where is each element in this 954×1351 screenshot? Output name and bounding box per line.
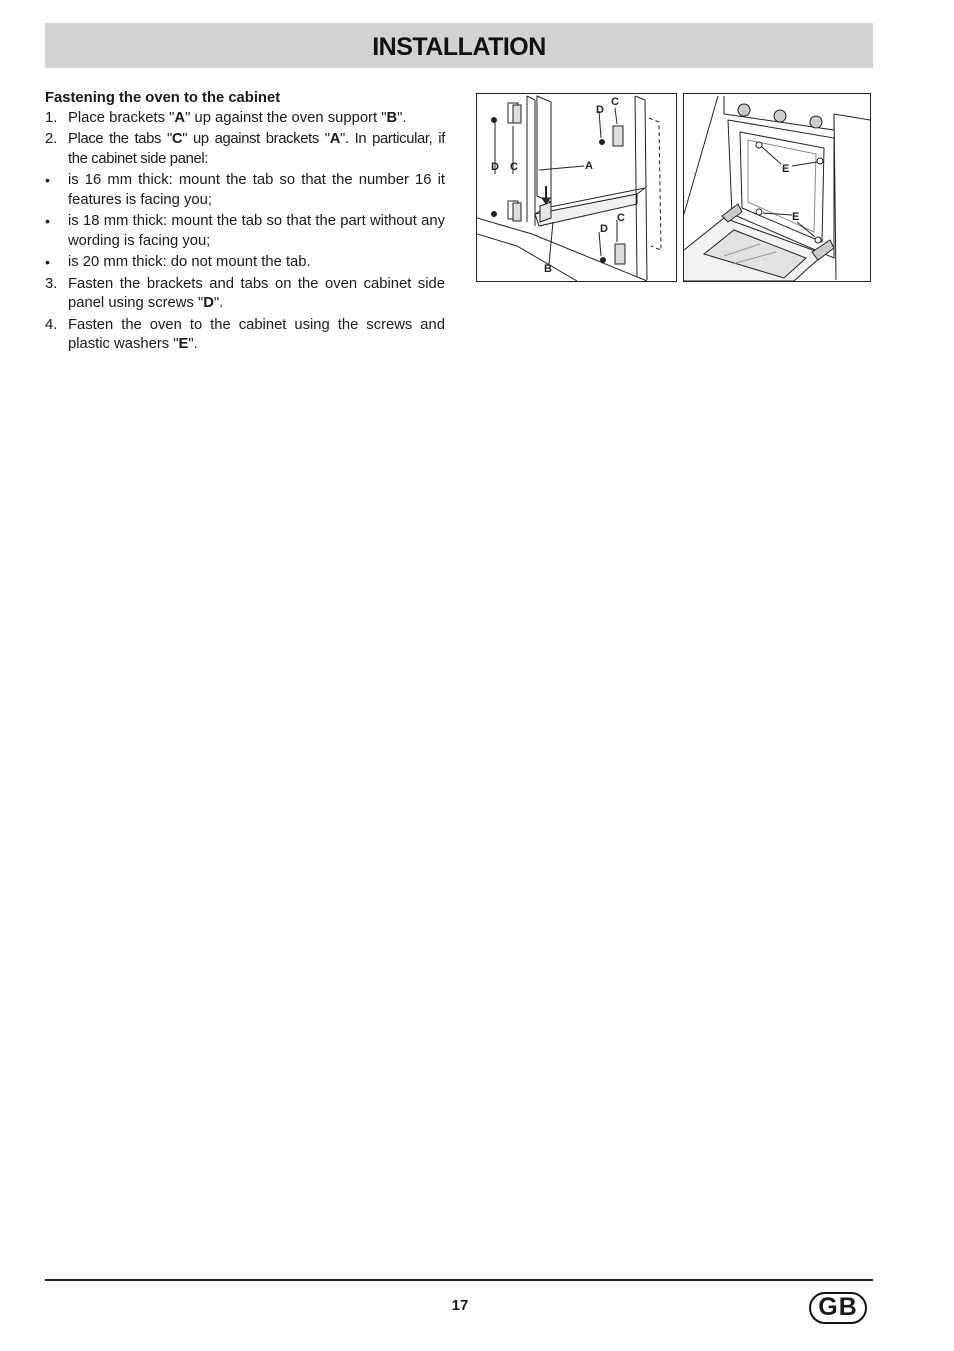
oven-fastening-diagram bbox=[683, 93, 871, 282]
step-4 bbox=[45, 316, 445, 355]
bracket-diagram-drawing bbox=[477, 94, 676, 281]
step-marker: 1. bbox=[45, 109, 58, 126]
page-number: 17 bbox=[451, 1297, 469, 1314]
step-text: Fasten the brackets and tabs on the oven cabinet side panel using screws "D". bbox=[68, 275, 445, 311]
title-bar bbox=[45, 23, 873, 68]
step-1 bbox=[45, 109, 445, 129]
bullet-marker: • bbox=[45, 254, 50, 270]
bullet-item bbox=[45, 253, 445, 273]
bullet-text: is 20 mm thick: do not mount the tab. bbox=[68, 254, 311, 270]
page-title: INSTALLATION bbox=[372, 33, 546, 61]
steps-list-continued bbox=[45, 275, 445, 355]
step-marker: 4. bbox=[45, 316, 58, 333]
language-badge: GB bbox=[809, 1292, 867, 1324]
thickness-bullets bbox=[45, 171, 445, 273]
bullet-item bbox=[45, 171, 445, 210]
bullet-item bbox=[45, 212, 445, 251]
oven-fastening-drawing bbox=[684, 94, 870, 281]
bullet-text: is 18 mm thick: mount the tab so that the part without any wording is facing you; bbox=[68, 213, 445, 249]
steps-list bbox=[45, 109, 445, 170]
label-c-left: C bbox=[510, 161, 518, 173]
step-2 bbox=[45, 130, 445, 169]
label-c-top: C bbox=[611, 96, 619, 108]
bullet-marker: • bbox=[45, 213, 50, 229]
label-d-top: D bbox=[596, 104, 604, 116]
footer-divider bbox=[45, 1279, 873, 1281]
step-text: Place the tabs "C" up against brackets "A". In particular, if the cabinet side panel: bbox=[68, 131, 445, 167]
label-e-bottom: E bbox=[792, 211, 800, 223]
step-marker: 3. bbox=[45, 275, 58, 292]
label-c-bottom: C bbox=[617, 212, 625, 224]
step-text: Fasten the oven to the cabinet using the screws and plastic washers "E". bbox=[68, 316, 445, 352]
step-text: Place brackets "A" up against the oven support "B". bbox=[68, 109, 407, 126]
label-a: A bbox=[585, 160, 593, 172]
bullet-marker: • bbox=[45, 172, 50, 188]
section-subheading: Fastening the oven to the cabinet bbox=[45, 90, 281, 106]
step-3 bbox=[45, 275, 445, 314]
label-d-left: D bbox=[491, 161, 499, 173]
label-b: B bbox=[544, 263, 552, 275]
bullet-text: is 16 mm thick: mount the tab so that the number 16 it features is facing you; bbox=[68, 172, 445, 208]
instructions bbox=[45, 89, 445, 357]
label-d-bottom: D bbox=[600, 223, 608, 235]
step-marker: 2. bbox=[45, 131, 58, 147]
label-e-top: E bbox=[782, 163, 790, 175]
bracket-diagram bbox=[476, 93, 677, 282]
